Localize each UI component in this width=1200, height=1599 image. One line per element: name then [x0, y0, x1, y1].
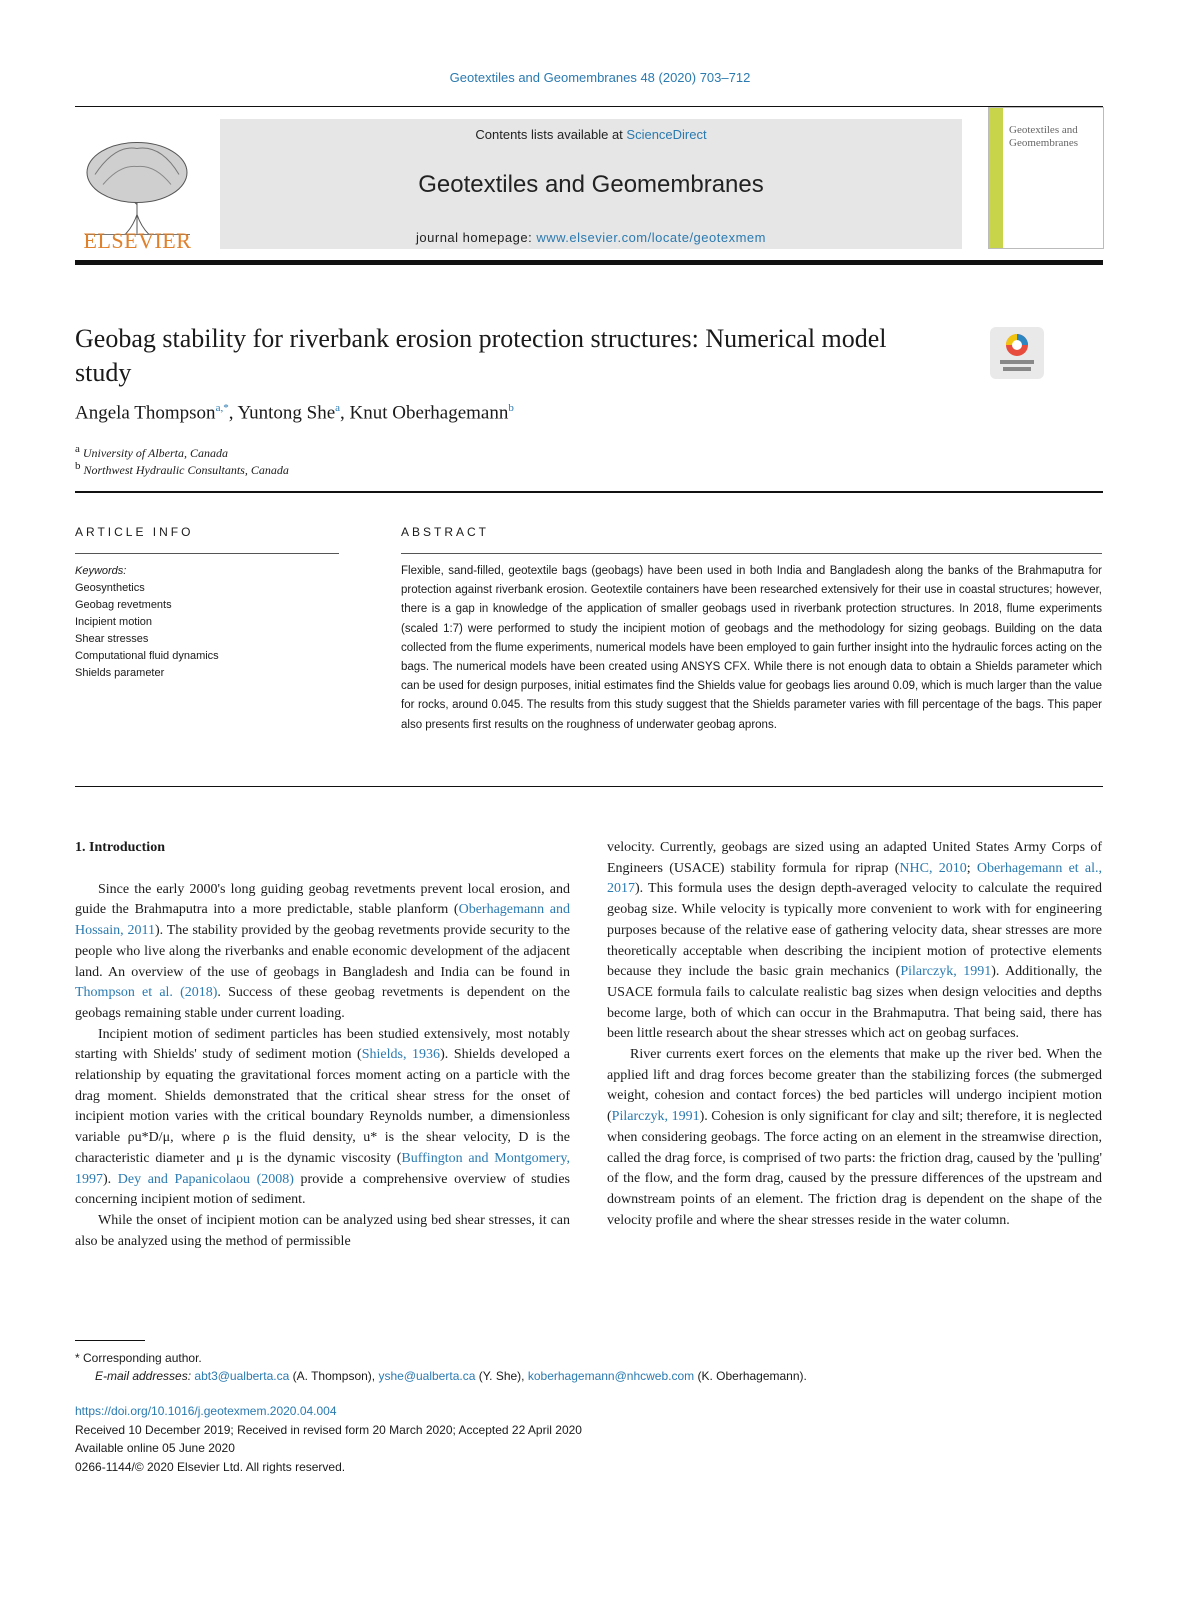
footnotes	[75, 1349, 1103, 1386]
homepage-line	[220, 230, 962, 245]
author-name: Knut Oberhagemann	[349, 402, 509, 424]
keyword-item: Shields parameter	[75, 667, 165, 679]
keyword-item: Geosynthetics	[75, 582, 145, 594]
text-run: Incipient motion of sediment particles has been studied extensively, most notably starting with Shields' study of sediment motion (	[75, 1026, 570, 1063]
author-name: Yuntong She	[237, 402, 336, 424]
author-list: Angela Thompson$^{a,*}$, Yuntong She$^a$, Knut Oberhagemann$^b$	[75, 402, 514, 424]
citation-link[interactable]: Oberhagemann et al., 2017	[607, 860, 1103, 897]
affiliation	[75, 443, 228, 461]
body-paragraph	[75, 1025, 570, 1211]
journal-reference-link[interactable]: Geotextiles and Geomembranes 48 (2020) 703–712	[449, 70, 751, 85]
email-link[interactable]: koberhagemann@nhcweb.com	[527, 1369, 695, 1384]
author-affiliation-mark[interactable]: a	[335, 402, 341, 414]
text-run: ). The stability provided by the geobag revetments provide security to the people who live along the riverbanks and enable economic development of the adjacent land. An overview of the use of geobags in Bangladesh and India can be found in	[75, 923, 570, 980]
article-info-heading: ARTICLE INFO	[75, 525, 194, 539]
citation-link[interactable]: Pilarczyk, 1991	[611, 1109, 700, 1125]
homepage-link[interactable]: www.elsevier.com/locate/geotexmem	[536, 230, 766, 245]
affiliation-mark: b	[75, 460, 81, 472]
abstract-bottom-rule	[75, 786, 1103, 787]
journal-masthead	[220, 119, 962, 249]
received-dates: Received 10 December 2019; Received in revised form 20 March 2020; Accepted 22 April 2020	[75, 1422, 582, 1437]
abstract-rule	[401, 553, 1102, 554]
text-run: provide a comprehensive overview of studies concerning incipient motion of sediment.	[75, 1171, 570, 1208]
copyright-line: 0266-1144/© 2020 Elsevier Ltd. All rights reserved.	[75, 1459, 346, 1474]
abstract-text: Flexible, sand-filled, geotextile bags (geobags) have been used in both India and Bangladesh along the banks of the Brahmaputra for protection against riverbank erosion. Geotextile containers have been researched extensively for their use in coastal structures; however, there is a gap in knowledge of the application of smaller geobags used in riverbank protection structures. In 2018, flume experiments (scaled 1:7) were performed to study the incipient motion of geobags and the methodology for sizing geobags. Building on the data collected from the flume experiments, numerical models have been employed to gain further insight into the hydraulic forces acting on the bags. The numerical models have been created using ANSYS CFX. While there is not enough data to obtain a Shields parameter which can be used for design purposes, initial estimates find the Shields value for geobags lies around 0.09, which is much larger than the value for rocks, around 0.045. The results from this study suggest that the Shields parameter varies with fill percentage of the bags. This paper also presents first results on the roughness of underwater geobag aprons.	[401, 565, 1102, 731]
body-paragraph: While the onset of incipient motion can be analyzed using bed shear stresses, it can also be analyzed using the method of permissible	[75, 1212, 570, 1249]
affiliation-rule	[75, 491, 1103, 493]
keyword-item: Incipient motion	[75, 616, 153, 628]
body-paragraph	[75, 880, 570, 1025]
text-run: ). Cohesion is only significant for clay and silt; therefore, it is neglected when considering geobags. The force acting on an element in the streamwise direction, called the drag force, is comprised of two parts: the friction drag, caused by the 'pulling' of the flow, and the form drag, caused by the pressure differences of the upstream and downstream points of an element. The friction drag is dependent on the shape of the velocity profile and where the shear stresses reside in the water column.	[607, 1109, 1102, 1228]
homepage-prefix: journal homepage:	[416, 230, 537, 245]
body-column-left	[75, 838, 570, 1252]
text-run: . Success of these geobag revetments is dependent on the geobags remaining stable under current loading.	[75, 985, 570, 1021]
footnote-rule	[75, 1340, 145, 1341]
keyword-item: Computational fluid dynamics	[75, 650, 219, 662]
contents-prefix: Contents lists available at	[475, 127, 627, 142]
author-affiliation-mark[interactable]: b	[508, 402, 514, 414]
affiliation-text: University of Alberta, Canada	[82, 446, 228, 460]
contents-line	[220, 127, 962, 142]
keywords-list	[75, 563, 219, 682]
author-affiliation-mark[interactable]: a,*	[215, 402, 229, 414]
body-column-right	[607, 838, 1102, 1231]
available-online: Available online 05 June 2020	[75, 1441, 235, 1455]
email-owner: (A. Thompson),	[289, 1369, 379, 1384]
publication-info	[75, 1402, 1103, 1476]
doi-link[interactable]: https://doi.org/10.1016/j.geotexmem.2020.04.004	[75, 1404, 337, 1418]
publisher-logo-text: ELSEVIER	[83, 228, 192, 253]
email-addresses	[75, 1367, 1103, 1385]
affiliation	[75, 460, 289, 478]
citation-link[interactable]: Dey and Papanicolaou (2008)	[117, 1171, 294, 1187]
keywords-label: Keywords:	[75, 565, 127, 577]
header-rule-thick	[75, 260, 1103, 265]
text-run: ). Shields developed a relationship by equating the gravitational forces moment acting on a particle with the drag moment. Shields demonstrated that the critical shear stress for the onset of incipient motion varies with the critical boundary Reynolds number, a dimensionless variable ρu*D/μ, where ρ is the fluid density, u* is the shear velocity, D is the characteristic diameter and μ is the dynamic viscosity (	[75, 1047, 570, 1166]
email-link[interactable]: yshe@ualberta.ca	[378, 1369, 476, 1384]
sciencedirect-link[interactable]: ScienceDirect	[626, 127, 707, 142]
email-link[interactable]: abt3@ualberta.ca	[194, 1369, 290, 1384]
email-label: E-mail addresses:	[95, 1369, 192, 1384]
body-paragraph	[607, 838, 1102, 1045]
abstract-heading: ABSTRACT	[401, 525, 490, 539]
citation-link[interactable]: Thompson et al. (2018)	[75, 985, 218, 1001]
text-run: ). Additionally, the USACE formula fails to calculate realistic bag sizes when design velocities and depths become large, both of which can occur in the Brahmaputra. That being said, there has been little research about the shear stresses which act on geobag surfaces.	[607, 964, 1103, 1042]
keyword-item: Shear stresses	[75, 633, 149, 645]
crossmark-button[interactable]	[990, 327, 1044, 379]
email-owner: (Y. She),	[475, 1369, 528, 1384]
text-run: River currents exert forces on the elements that make up the river bed. When the applied lift and drag forces become greater than the stabilizing forces (the submerged weight, cohesion and contact forces) the bed particles will undergo incipient motion (	[607, 1047, 1102, 1125]
citation-link[interactable]: Buffington and Montgomery, 1997	[75, 1150, 570, 1187]
affiliation-text: Northwest Hydraulic Consultants, Canada	[83, 463, 289, 477]
article-title: Geobag stability for riverbank erosion protection structures: Numerical model study	[75, 324, 887, 387]
body-paragraph	[607, 1045, 1102, 1231]
citation-link[interactable]: Oberhagemann and Hossain, 2011	[75, 902, 570, 939]
cover-title-text: Geotextiles and Geomembranes	[1009, 124, 1079, 149]
text-run: Since the early 2000's long guiding geobag revetments prevent local erosion, and guide the Brahmaputra into a more predictable, stable planform (	[75, 881, 570, 918]
journal-title: Geotextiles and Geomembranes	[418, 171, 764, 198]
article-info-rule	[75, 553, 339, 554]
text-run: velocity. Currently, geobags are sized using an adapted United States Army Corps of Engineers (USACE) stability formula for riprap (	[607, 840, 1102, 876]
citation-link[interactable]: NHC, 2010	[899, 860, 967, 876]
journal-cover-thumbnail[interactable]	[988, 107, 1104, 249]
text-run: ;	[966, 860, 977, 876]
section-heading: 1. Introduction	[75, 840, 165, 855]
header-rule-thin	[75, 106, 1103, 107]
citation-link[interactable]: Pilarczyk, 1991	[900, 964, 992, 980]
affiliation-mark: a	[75, 443, 80, 455]
text-run: ).	[103, 1171, 118, 1187]
email-owner: (K. Oberhagemann).	[694, 1369, 807, 1384]
text-run: ). This formula uses the design depth-averaged velocity to calculate the required geobag size. While velocity is typically more convenient to work with for engineering purposes because of the relative ease of gathering velocity data, shear stresses are more theoretically acceptable when describing the incipient motion of protective elements because they include the basic grain mechanics (	[607, 881, 1102, 980]
keyword-item: Geobag revetments	[75, 599, 172, 611]
author-name: Angela Thompson	[75, 402, 216, 424]
corresponding-author-note: * Corresponding author.	[75, 1351, 202, 1365]
citation-link[interactable]: Shields, 1936	[361, 1047, 441, 1063]
cover-color-band	[989, 108, 1003, 248]
crossmark-icon	[990, 327, 1044, 379]
